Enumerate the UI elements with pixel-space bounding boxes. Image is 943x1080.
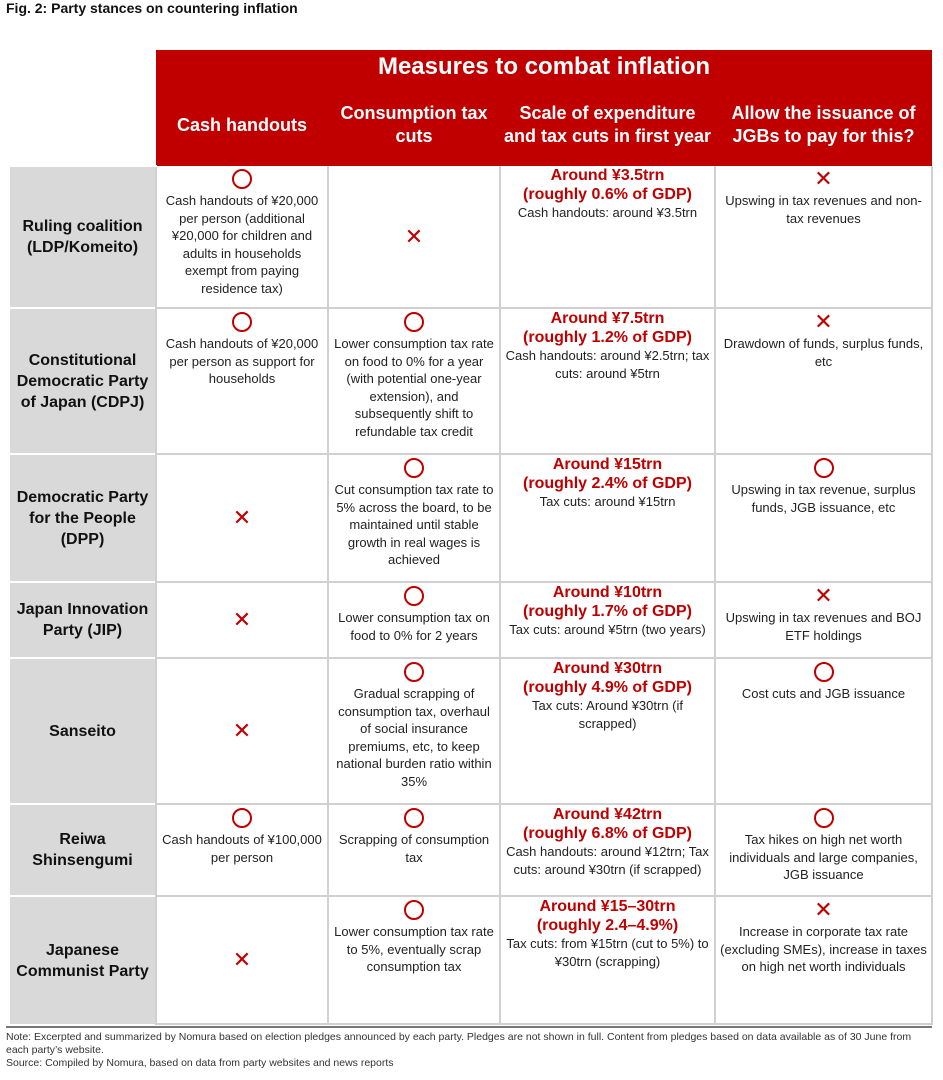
jgb-issuance-cell	[715, 166, 932, 308]
jgb-issuance-cell	[715, 896, 932, 1024]
scale-gdp-share: (roughly 2.4–4.9%)	[536, 917, 679, 934]
consumption-tax-mark-wrap	[404, 455, 424, 481]
scale-content	[503, 805, 712, 878]
cash-handout-cell	[156, 896, 328, 1024]
jgb-issuance-content	[718, 455, 929, 516]
cash-handout-mark-wrap	[233, 718, 251, 744]
cash-handout-mark-wrap	[233, 607, 251, 633]
party-name: Sanseito	[10, 658, 156, 804]
cash-handout-content	[159, 505, 325, 531]
cross-icon: ✕	[232, 505, 252, 530]
cash-handout-content	[159, 805, 325, 866]
cash-handout-cell	[156, 166, 328, 308]
cash-handout-content	[159, 166, 325, 298]
party-name: Reiwa Shinsengumi	[10, 804, 156, 896]
column-header-scale: Scale of expenditure and tax cuts in first year	[500, 84, 715, 166]
party-name: Democratic Party for the People (DPP)	[10, 454, 156, 582]
consumption-tax-text: Cut consumption tax rate to 5% across the board, to be maintained until stable growth in real wages is achieved	[334, 482, 494, 568]
party-name: Ruling coalition (LDP/Komeito)	[10, 166, 156, 308]
consumption-tax-cell	[328, 804, 500, 896]
cash-handout-mark-wrap	[232, 805, 252, 831]
main-header: Measures to combat inflation	[156, 50, 932, 84]
cash-handout-cell	[156, 308, 328, 454]
jgb-issuance-content	[718, 166, 929, 227]
corner-blank-2	[10, 84, 156, 166]
cash-handout-cell	[156, 454, 328, 582]
table-row	[10, 166, 932, 308]
consumption-tax-cell	[328, 166, 500, 308]
scale-amount: Around ¥10trn	[552, 584, 663, 601]
jgb-issuance-mark-wrap	[814, 166, 832, 192]
scale-detail: Tax cuts: Around ¥30trn (if scrapped)	[531, 698, 684, 731]
cash-handout-text: Cash handouts of ¥100,000 per person	[162, 832, 322, 865]
consumption-tax-text: Scrapping of consumption tax	[338, 832, 490, 865]
scale-gdp-share: (roughly 4.9% of GDP)	[523, 679, 692, 696]
circle-icon	[404, 312, 424, 332]
consumption-tax-mark-wrap	[404, 583, 424, 609]
consumption-tax-text: Gradual scrapping of consumption tax, overhaul of social insurance premiums, etc, to keep national burden ratio within 35%	[336, 686, 492, 789]
consumption-tax-content	[331, 224, 497, 250]
jgb-issuance-mark-wrap	[814, 309, 832, 335]
circle-icon	[814, 458, 834, 478]
jgb-issuance-mark-wrap	[814, 897, 832, 923]
scale-cell	[500, 658, 715, 804]
consumption-tax-content	[331, 583, 497, 644]
footer-note: Note: Excerpted and summarized by Nomura based on election pledges announced by each party. Pledges are not shown in full. Content from pledges based on data available as of 30 June from each party’s website.	[6, 1031, 912, 1056]
scale-detail: Tax cuts: from ¥15trn (cut to 5%) to ¥30trn (scrapping)	[506, 936, 709, 969]
circle-icon	[814, 808, 834, 828]
consumption-tax-text: Lower consumption tax on food to 0% for 2 years	[338, 610, 490, 643]
consumption-tax-cell	[328, 454, 500, 582]
consumption-tax-mark-wrap	[405, 224, 423, 250]
figure-title: Fig. 2: Party stances on countering inflation	[6, 0, 298, 16]
jgb-issuance-content	[718, 659, 929, 703]
jgb-issuance-content	[718, 897, 929, 976]
circle-icon	[404, 900, 424, 920]
table-row	[10, 804, 932, 896]
scale-amount: Around ¥42trn	[552, 806, 663, 823]
cash-handout-mark-wrap	[233, 947, 251, 973]
jgb-issuance-content	[718, 583, 929, 644]
scale-cell	[500, 166, 715, 308]
jgb-issuance-mark-wrap	[814, 455, 834, 481]
circle-icon	[232, 169, 252, 189]
consumption-tax-mark-wrap	[404, 659, 424, 685]
scale-cell	[500, 454, 715, 582]
scale-content	[503, 897, 712, 970]
table-row	[10, 582, 932, 658]
scale-gdp-share: (roughly 1.2% of GDP)	[523, 329, 692, 346]
consumption-tax-content	[331, 805, 497, 866]
jgb-issuance-mark-wrap	[814, 805, 834, 831]
scale-amount: Around ¥15trn	[552, 456, 663, 473]
jgb-issuance-mark-wrap	[814, 659, 834, 685]
party-name: Japan Innovation Party (JIP)	[10, 582, 156, 658]
jgb-issuance-text: Upswing in tax revenues and BOJ ETF holdings	[725, 610, 922, 643]
jgb-issuance-cell	[715, 658, 932, 804]
consumption-tax-content	[331, 897, 497, 976]
scale-amount: Around ¥7.5trn	[550, 310, 665, 327]
party-name: Constitutional Democratic Party of Japan (CDPJ)	[10, 308, 156, 454]
column-header-tax: Consumption tax cuts	[328, 84, 500, 166]
consumption-tax-mark-wrap	[404, 805, 424, 831]
corner-blank	[10, 50, 156, 84]
cash-handout-content	[159, 607, 325, 633]
cash-handout-cell	[156, 804, 328, 896]
table-row	[10, 896, 932, 1024]
jgb-issuance-cell	[715, 804, 932, 896]
scale-gdp-share: (roughly 6.8% of GDP)	[523, 825, 692, 842]
cash-handout-content	[159, 947, 325, 973]
scale-content	[503, 455, 712, 511]
table-row	[10, 658, 932, 804]
scale-detail: Tax cuts: around ¥15trn	[539, 494, 676, 509]
cross-icon: ✕	[814, 897, 833, 922]
scale-gdp-share: (roughly 0.6% of GDP)	[523, 186, 692, 203]
cross-icon: ✕	[232, 718, 252, 743]
table-row	[10, 308, 932, 454]
cash-handout-text: Cash handouts of ¥20,000 per person (additional ¥20,000 for children and adults in households exempt from paying residence tax)	[165, 193, 319, 296]
footer-notes	[6, 1031, 936, 1070]
cash-handout-text: Cash handouts of ¥20,000 per person as support for households	[165, 336, 319, 387]
circle-icon	[232, 312, 252, 332]
circle-icon	[814, 662, 834, 682]
jgb-issuance-text: Upswing in tax revenues and non-tax revenues	[725, 193, 922, 226]
cash-handout-cell	[156, 582, 328, 658]
table-row	[10, 454, 932, 582]
jgb-issuance-text: Drawdown of funds, surplus funds, etc	[723, 336, 924, 369]
jgb-issuance-cell	[715, 454, 932, 582]
consumption-tax-mark-wrap	[404, 897, 424, 923]
scale-detail: Cash handouts: around ¥2.5trn; tax cuts: around ¥5trn	[505, 348, 710, 381]
scale-content	[503, 166, 712, 222]
consumption-tax-mark-wrap	[404, 309, 424, 335]
cash-handout-cell	[156, 658, 328, 804]
jgb-issuance-mark-wrap	[814, 583, 832, 609]
scale-cell	[500, 804, 715, 896]
scale-amount: Around ¥3.5trn	[550, 167, 665, 184]
consumption-tax-cell	[328, 658, 500, 804]
circle-icon	[404, 808, 424, 828]
cross-icon: ✕	[814, 583, 833, 608]
consumption-tax-cell	[328, 308, 500, 454]
scale-cell	[500, 896, 715, 1024]
jgb-issuance-content	[718, 309, 929, 370]
scale-amount: Around ¥15–30trn	[539, 898, 676, 915]
scale-content	[503, 583, 712, 639]
scale-detail: Cash handouts: around ¥12trn; Tax cuts: around ¥30trn (if scrapped)	[506, 844, 709, 877]
scale-content	[503, 309, 712, 382]
cross-icon: ✕	[814, 166, 833, 191]
column-header-cash: Cash handouts	[156, 84, 328, 166]
jgb-issuance-content	[718, 805, 929, 884]
cash-handout-mark-wrap	[233, 505, 251, 531]
cash-handout-mark-wrap	[232, 309, 252, 335]
cash-handout-content	[159, 718, 325, 744]
cross-icon: ✕	[814, 309, 833, 334]
scale-detail: Cash handouts: around ¥3.5trn	[517, 205, 698, 220]
jgb-issuance-text: Increase in corporate tax rate (excluding SMEs), increase in taxes on high net worth individuals	[720, 924, 927, 975]
scale-gdp-share: (roughly 1.7% of GDP)	[523, 603, 692, 620]
jgb-issuance-text: Tax hikes on high net worth individuals and large companies, JGB issuance	[729, 832, 918, 883]
jgb-issuance-text: Cost cuts and JGB issuance	[741, 686, 906, 701]
cash-handout-mark-wrap	[232, 166, 252, 192]
consumption-tax-content	[331, 659, 497, 791]
circle-icon	[404, 586, 424, 606]
footer-source: Source: Compiled by Nomura, based on data from party websites and news reports	[6, 1057, 394, 1069]
stance-table-container	[10, 50, 932, 1025]
consumption-tax-content	[331, 455, 497, 569]
scale-amount: Around ¥30trn	[552, 660, 663, 677]
scale-content	[503, 659, 712, 732]
party-name: Japanese Communist Party	[10, 896, 156, 1024]
consumption-tax-text: Lower consumption tax rate on food to 0% for a year (with potential one-year extension), and subsequently shift to refundable tax credit	[334, 336, 494, 439]
table-body	[10, 166, 932, 1024]
consumption-tax-cell	[328, 896, 500, 1024]
scale-cell	[500, 308, 715, 454]
party-stance-table	[10, 50, 933, 1025]
scale-detail: Tax cuts: around ¥5trn (two years)	[509, 622, 706, 637]
jgb-issuance-cell	[715, 582, 932, 658]
consumption-tax-content	[331, 309, 497, 441]
footer-divider	[6, 1026, 932, 1028]
cross-icon: ✕	[232, 947, 252, 972]
circle-icon	[404, 662, 424, 682]
circle-icon	[232, 808, 252, 828]
cross-icon: ✕	[232, 607, 252, 632]
cross-icon: ✕	[404, 223, 424, 249]
jgb-issuance-cell	[715, 308, 932, 454]
consumption-tax-text: Lower consumption tax rate to 5%, eventually scrap consumption tax	[334, 924, 494, 975]
scale-gdp-share: (roughly 2.4% of GDP)	[523, 475, 692, 492]
jgb-issuance-text: Upswing in tax revenue, surplus funds, JGB issuance, etc	[731, 482, 916, 515]
scale-cell	[500, 582, 715, 658]
consumption-tax-cell	[328, 582, 500, 658]
column-header-jgb: Allow the issuance of JGBs to pay for this?	[715, 84, 932, 166]
cash-handout-content	[159, 309, 325, 388]
circle-icon	[404, 458, 424, 478]
